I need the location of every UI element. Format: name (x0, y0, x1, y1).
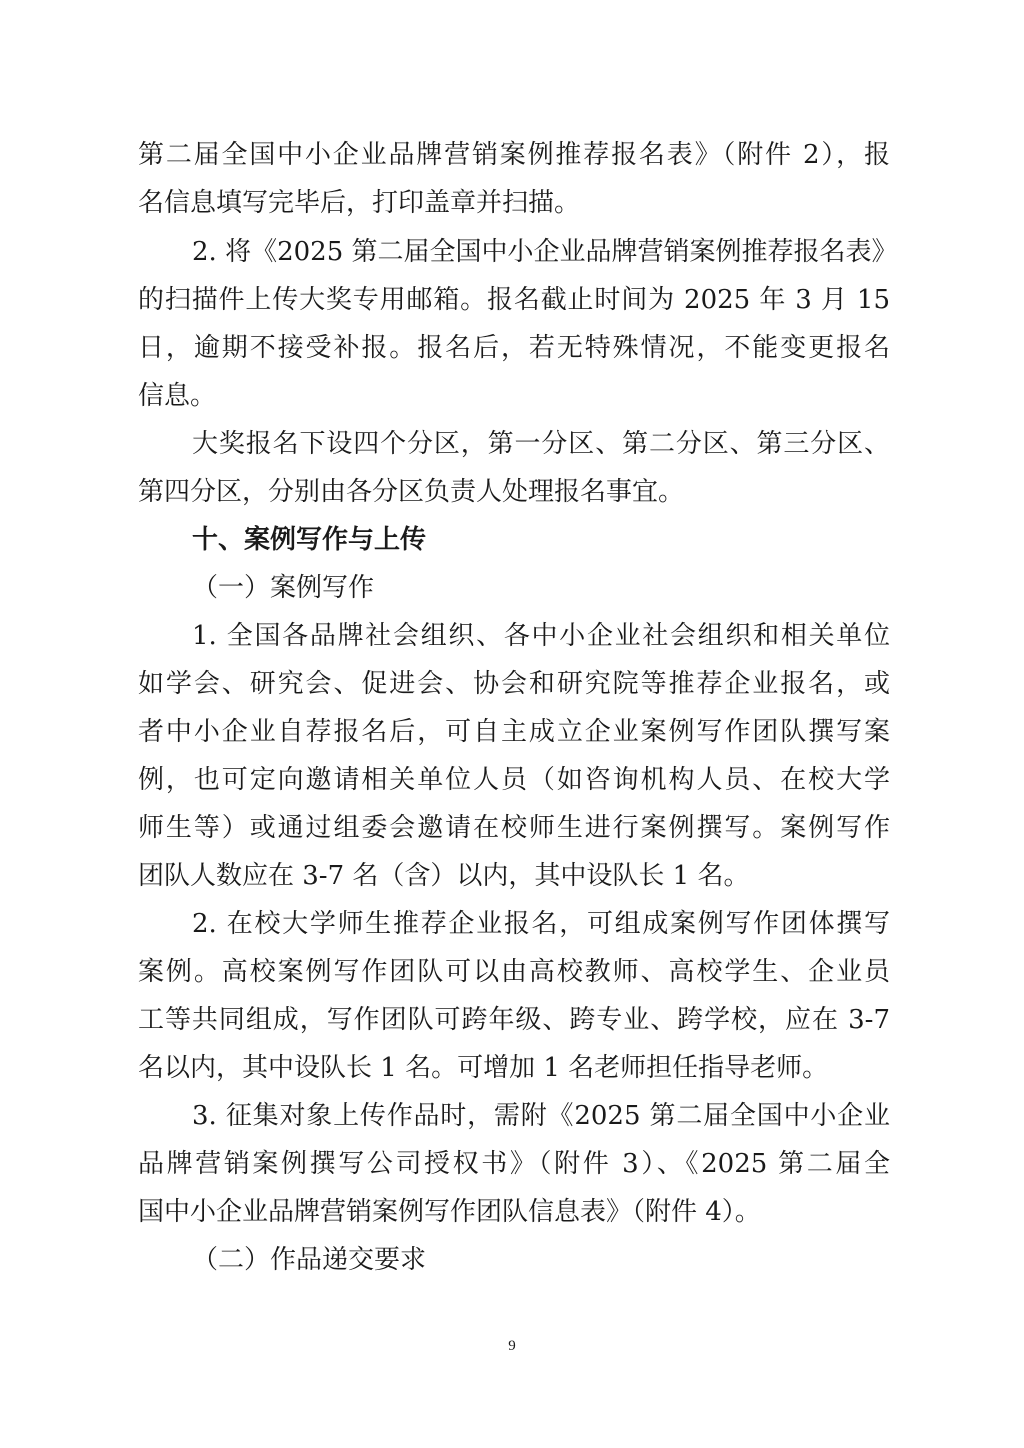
paragraph-line: 大奖报名下设四个分区，第一分区、第二分区、第三分区、 (192, 429, 890, 459)
paragraph-line: 国中小企业品牌营销案例写作团队信息表》（附件 4）。 (138, 1197, 761, 1227)
paragraph-line: 第四分区，分别由各分区负责人处理报名事宜。 (138, 477, 685, 507)
section-heading: 十、案例写作与上传 (192, 525, 427, 555)
paragraph-line: 案例。高校案例写作团队可以由高校教师、高校学生、企业员 (138, 957, 890, 987)
paragraph-line: 1. 全国各品牌社会组织、各中小企业社会组织和相关单位 (192, 621, 890, 651)
paragraph-line: 日，逾期不接受补报。报名后，若无特殊情况，不能变更报名 (138, 333, 890, 363)
paragraph-line: 名信息填写完毕后，打印盖章并扫描。 (138, 188, 581, 218)
paragraph-line: 师生等）或通过组委会邀请在校师生进行案例撰写。案例写作 (138, 813, 890, 843)
paragraph-line: 信息。 (138, 381, 217, 411)
paragraph-line: 第二届全国中小企业品牌营销案例推荐报名表》（附件 2），报 (138, 140, 890, 170)
paragraph-line: 3. 征集对象上传作品时，需附《2025 第二届全国中小企业 (192, 1101, 890, 1131)
page-number: 9 (508, 1338, 516, 1354)
paragraph-line: 如学会、研究会、促进会、协会和研究院等推荐企业报名，或 (138, 669, 890, 699)
paragraph-line: 者中小企业自荐报名后，可自主成立企业案例写作团队撰写案 (138, 717, 890, 747)
paragraph-line: 2. 将《2025 第二届全国中小企业品牌营销案例推荐报名表》 (192, 237, 898, 267)
paragraph-line: 工等共同组成，写作团队可跨年级、跨专业、跨学校，应在 3-7 (138, 1005, 890, 1035)
paragraph-line: 名以内，其中设队长 1 名。可增加 1 名老师担任指导老师。 (138, 1053, 829, 1083)
paragraph-line: 的扫描件上传大奖专用邮箱。报名截止时间为 2025 年 3 月 15 (138, 285, 890, 315)
subsection-heading: （二）作品递交要求 (192, 1245, 427, 1275)
subsection-heading: （一）案例写作 (192, 573, 375, 603)
paragraph-line: 例，也可定向邀请相关单位人员（如咨询机构人员、在校大学 (138, 765, 890, 795)
paragraph-line: 品牌营销案例撰写公司授权书》（附件 3）、《2025 第二届全 (138, 1149, 890, 1179)
paragraph-line: 团队人数应在 3-7 名（含）以内，其中设队长 1 名。 (138, 861, 750, 891)
paragraph-line: 2. 在校大学师生推荐企业报名，可组成案例写作团体撰写 (192, 909, 890, 939)
